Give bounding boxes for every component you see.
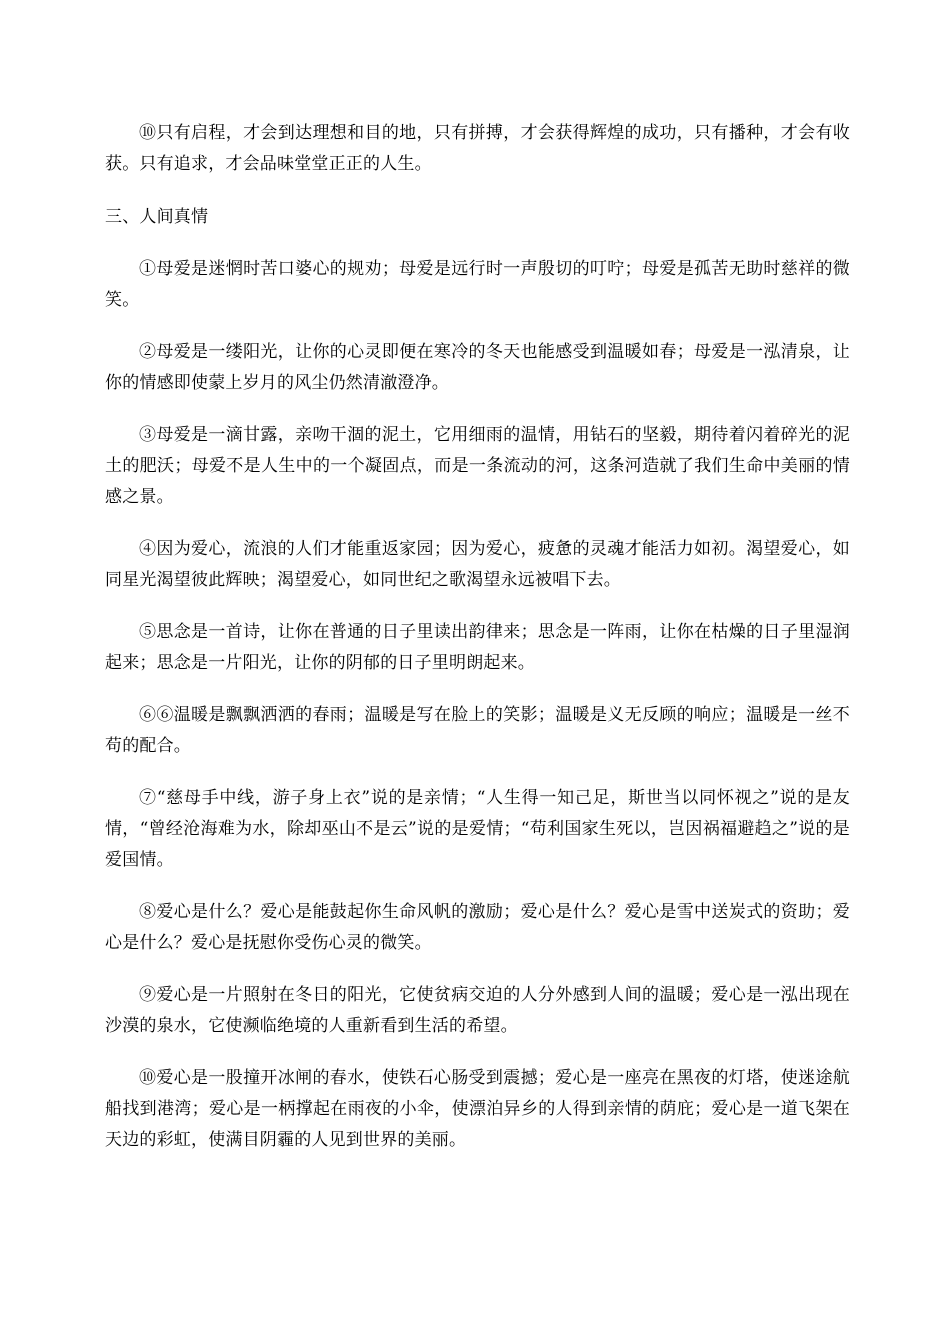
- paragraph-4: ④因为爱心，流浪的人们才能重返家园；因为爱心，疲惫的灵魂才能活力如初。渴望爱心，如同星光渴望彼此辉映；渴望爱心，如同世纪之歌渴望永远被唱下去。: [105, 539, 850, 590]
- paragraph-1: ①母爱是迷惘时苦口婆心的规劝；母爱是远行时一声殷切的叮咛；母爱是孤苦无助时慈祥的微笑。: [105, 259, 850, 310]
- paragraph-9: ⑨爱心是一片照射在冬日的阳光，它使贫病交迫的人分外感到人间的温暖；爱心是一泓出现在沙漠的泉水，它使濒临绝境的人重新看到生活的希望。: [105, 985, 850, 1036]
- paragraph-3: ③母爱是一滴甘露，亲吻干涸的泥土，它用细雨的温情，用钻石的坚毅，期待着闪着碎光的泥土的肥沃；母爱不是人生中的一个凝固点，而是一条流动的河，这条河造就了我们生命中美丽的情感之景。: [105, 425, 850, 507]
- paragraph-5: ⑤思念是一首诗，让你在普通的日子里读出韵律来；思念是一阵雨，让你在枯燥的日子里湿润起来；思念是一片阳光，让你的阴郁的日子里明朗起来。: [105, 622, 850, 673]
- section-heading: 三、人间真情: [105, 207, 209, 227]
- paragraph-2: ②母爱是一缕阳光，让你的心灵即便在寒冷的冬天也能感受到温暖如春；母爱是一泓清泉，让你的情感即使蒙上岁月的风尘仍然清澈澄净。: [105, 342, 850, 393]
- paragraph-8: ⑧爱心是什么？爱心是能鼓起你生命风帆的激励；爱心是什么？爱心是雪中送炭式的资助；爱心是什么？爱心是抚慰你受伤心灵的微笑。: [105, 902, 850, 953]
- paragraph-10: ⑩爱心是一股撞开冰闸的春水，使铁石心肠受到震撼；爱心是一座亮在黑夜的灯塔，使迷途航船找到港湾；爱心是一柄撑起在雨夜的小伞，使漂泊异乡的人得到亲情的荫庇；爱心是一道飞架在天边的彩虹，使满目阴霾的人见到世界的美丽。: [105, 1068, 850, 1150]
- intro-paragraph: ⑩只有启程，才会到达理想和目的地，只有拼搏，才会获得辉煌的成功，只有播种，才会有收获。只有追求，才会品味堂堂正正的人生。: [105, 123, 850, 174]
- paragraph-7: ⑦“慈母手中线，游子身上衣”说的是亲情；“人生得一知己足，斯世当以同怀视之”说的是友情，“曾经沧海难为水，除却巫山不是云”说的是爱情；“苟利国家生死以，岂因祸福避趋之”说的是爱国情。: [105, 788, 850, 870]
- paragraph-6: ⑥⑥温暖是飘飘洒洒的春雨；温暖是写在脸上的笑影；温暖是义无反顾的响应；温暖是一丝不苟的配合。: [105, 705, 850, 756]
- document-body: [105, 118, 850, 1177]
